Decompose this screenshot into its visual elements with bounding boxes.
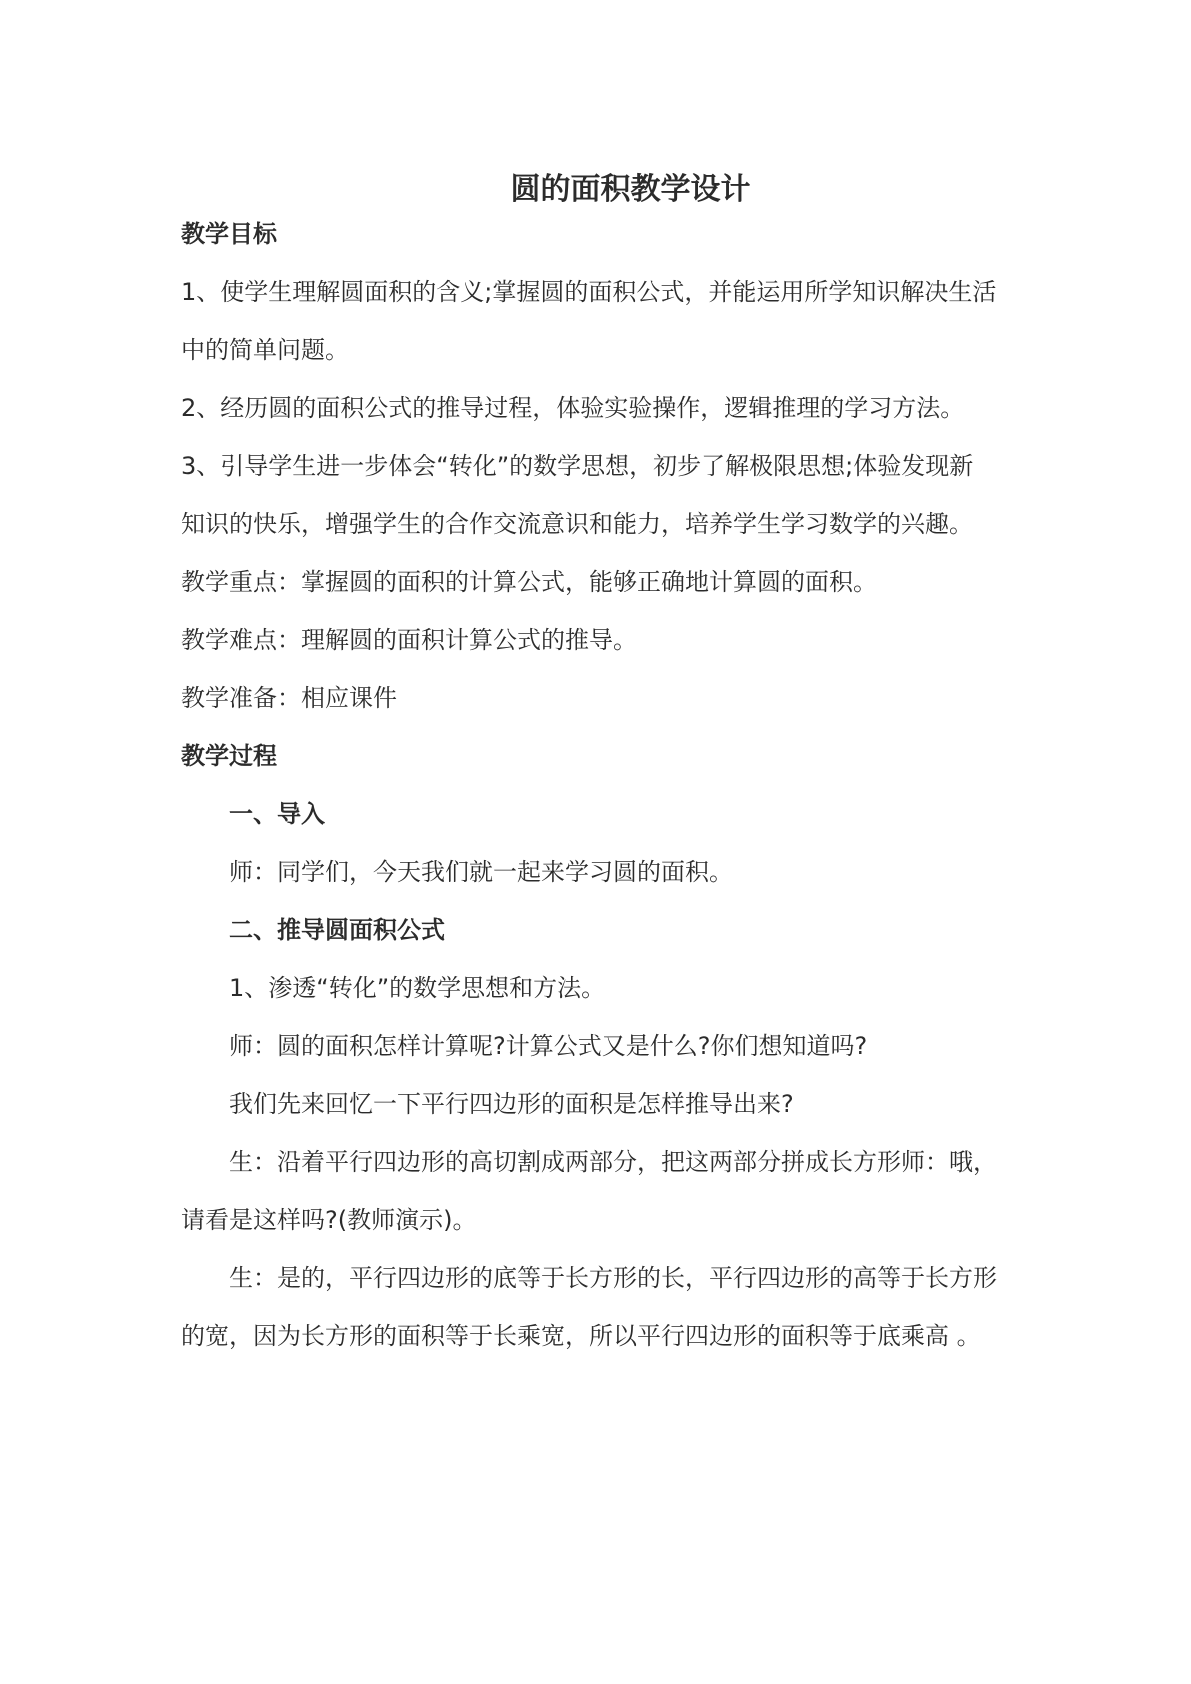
- process-heading: 教学过程: [181, 742, 277, 770]
- student-answer-2-line-1: 生：是的，平行四边形的底等于长方形的长，平行四边形的高等于长方形: [229, 1264, 997, 1292]
- objectives-heading: 教学目标: [181, 220, 277, 248]
- section-2-heading: 二、推导圆面积公式: [229, 916, 445, 944]
- student-answer-2-line-2: 的宽，因为长方形的面积等于长乘宽，所以平行四边形的面积等于底乘高 。: [181, 1322, 981, 1350]
- difficulty: 教学难点：理解圆的面积计算公式的推导。: [181, 626, 637, 654]
- document-title: 圆的面积教学设计: [510, 172, 751, 207]
- preparation: 教学准备：相应课件: [181, 684, 397, 712]
- student-answer-1-line-1: 生：沿着平行四边形的高切割成两部分，把这两部分拼成长方形师：哦，: [229, 1148, 997, 1176]
- objective-1-line-1: 1、使学生理解圆面积的含义;掌握圆的面积公式，并能运用所学知识解决生活: [181, 278, 997, 306]
- section-1-text: 师：同学们，今天我们就一起来学习圆的面积。: [229, 858, 733, 886]
- step-1: 1、渗透“转化”的数学思想和方法。: [229, 974, 606, 1002]
- objective-3-line-1: 3、引导学生进一步体会“转化”的数学思想，初步了解极限思想;体验发现新: [181, 452, 974, 480]
- key-point: 教学重点：掌握圆的面积的计算公式，能够正确地计算圆的面积。: [181, 568, 877, 596]
- objective-1-line-2: 中的简单问题。: [181, 336, 349, 364]
- recall-prompt: 我们先来回忆一下平行四边形的面积是怎样推导出来?: [229, 1090, 794, 1118]
- teacher-question: 师：圆的面积怎样计算呢?计算公式又是什么?你们想知道吗?: [229, 1032, 868, 1060]
- student-answer-1-line-2: 请看是这样吗?(教师演示)。: [181, 1206, 477, 1234]
- objective-2: 2、经历圆的面积公式的推导过程，体验实验操作，逻辑推理的学习方法。: [181, 394, 965, 422]
- section-1-heading: 一、导入: [229, 800, 325, 828]
- objective-3-line-2: 知识的快乐，增强学生的合作交流意识和能力，培养学生学习数学的兴趣。: [181, 510, 973, 538]
